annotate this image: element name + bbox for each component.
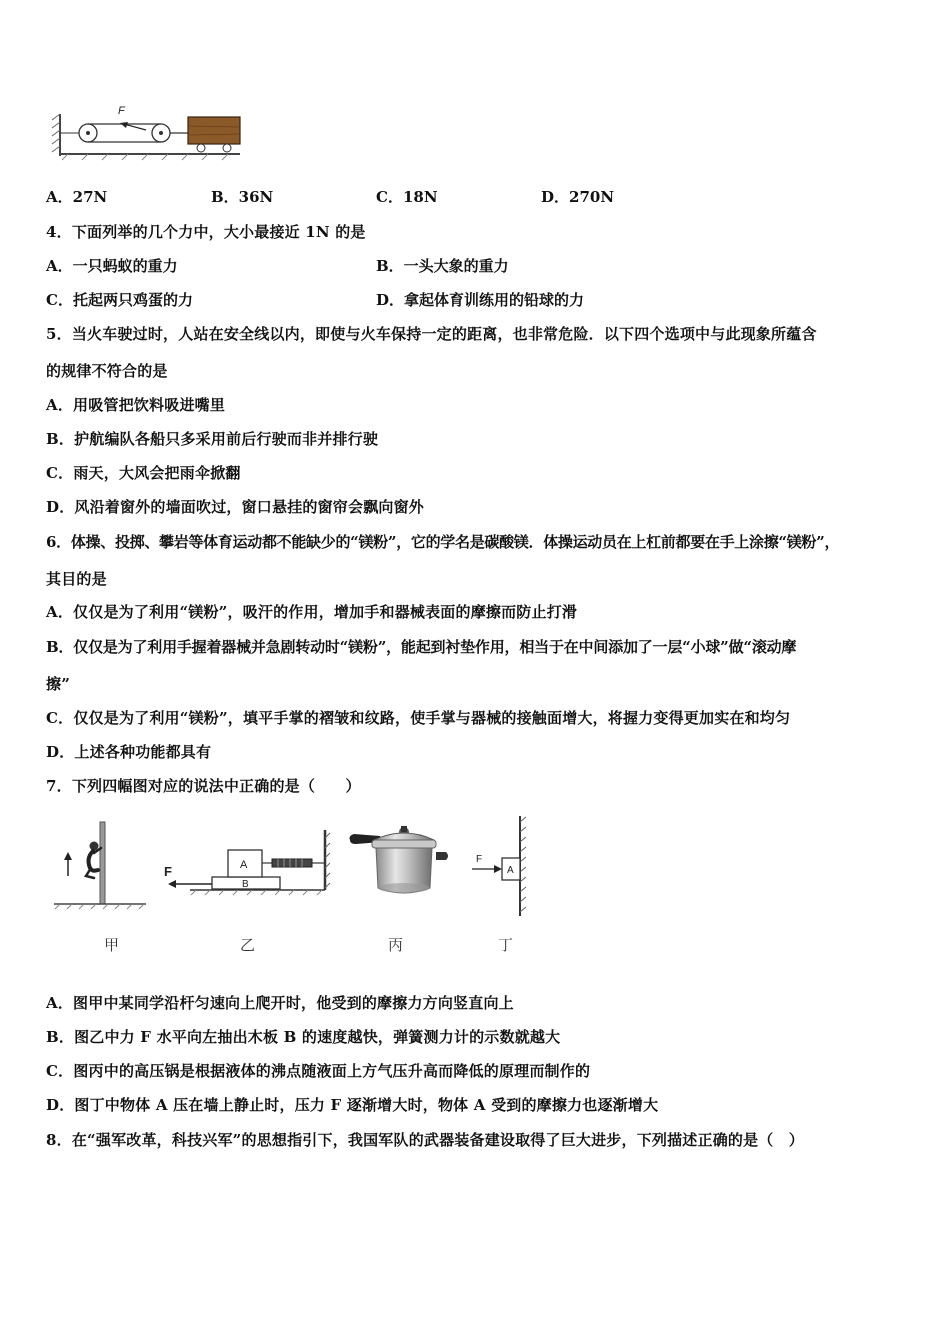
fig-yi-blocks	[160, 826, 332, 898]
q7-option-a: A．图甲中某同学沿杆匀速向上爬开时，他受到的摩擦力方向竖直向上	[46, 994, 514, 1012]
q5-option-a: A．用吸管把饮料吸进嘴里	[46, 396, 226, 414]
q7-stem: 7．下列四幅图对应的说法中正确的是（ ）	[46, 777, 361, 795]
q7-option-d: D．图丁中物体 A 压在墙上静止时，压力 F 逐渐增大时，物体 A 受到的摩擦力也逐渐增大	[46, 1096, 659, 1114]
q8-stem: 8．在“强军改革，科技兴军”的思想指引下，我国军队的武器装备建设取得了巨大进步，下列描述正确的是（ ）	[46, 1131, 804, 1149]
q7-option-b: B．图乙中力 F 水平向左抽出木板 B 的速度越快，弹簧测力计的示数就越大	[46, 1028, 561, 1046]
q6-option-c: C．仅仅是为了利用“镁粉”，填平手掌的褶皱和纹路，使手掌与器械的接触面增大，将握力变得更加实在和均匀	[46, 709, 791, 727]
q3-option-d: D．270N	[541, 188, 615, 206]
q6-option-a: A．仅仅是为了利用“镁粉”，吸汗的作用，增加手和器械表面的摩擦而防止打滑	[46, 603, 578, 621]
q5-stem-line2: 的规律不符合的是	[46, 362, 168, 380]
q6-stem-line2: 其目的是	[46, 570, 107, 588]
q3-option-c: C．18N	[376, 188, 438, 206]
q5-stem-line1: 5．当火车驶过时，人站在安全线以内，即使与火车保持一定的距离，也非常危险．以下四个选项中与此现象所蕴含	[46, 325, 817, 343]
q6-option-d: D．上述各种功能都具有	[46, 743, 212, 761]
fig-bing-pressure-cooker	[346, 822, 451, 902]
q5-option-d: D．风沿着窗外的墙面吹过，窗口悬挂的窗帘会飘向窗外	[46, 498, 425, 516]
pulley-cart-figure	[48, 100, 248, 164]
board-b-label: B	[242, 879, 249, 890]
q4-option-a: A．一只蚂蚁的重力	[46, 257, 178, 275]
block-a-label: A	[240, 859, 248, 871]
q5-option-b: B．护航编队各船只多采用前后行驶而非并排行驶	[46, 430, 379, 448]
fig-label-ding: 丁	[498, 936, 514, 954]
fig-label-yi: 乙	[240, 936, 256, 954]
q4-option-d: D．拿起体育训练用的铅球的力	[376, 291, 585, 309]
q4-stem: 4．下面列举的几个力中，大小最接近 1N 的是	[46, 223, 366, 241]
q6-option-b-line2: 擦”	[46, 675, 71, 693]
fig-ding-block-label: A	[507, 865, 514, 876]
q3-option-a: A．27N	[46, 188, 108, 206]
fig-ding-wall-block	[466, 812, 536, 920]
q4-option-c: C．托起两只鸡蛋的力	[46, 291, 193, 309]
fig-label-bing: 丙	[388, 936, 404, 954]
fig-jia-climber	[50, 818, 150, 913]
fig-yi-force-label: F	[164, 864, 172, 879]
q7-option-c: C．图丙中的高压锅是根据液体的沸点随液面上方气压升高而降低的原理而制作的	[46, 1062, 591, 1080]
force-label: F	[118, 105, 125, 117]
fig-ding-force-label: F	[476, 854, 483, 865]
q6-option-b-line1: B．仅仅是为了利用手握着器械并急剧转动时“镁粉”，能起到衬垫作用，相当于在中间添加了一层“小球”做“滚动摩	[46, 638, 797, 656]
q3-option-b: B．36N	[211, 188, 274, 206]
q4-option-b: B．一头大象的重力	[376, 257, 509, 275]
q6-stem-line1: 6．体操、投掷、攀岩等体育运动都不能缺少的“镁粉”，它的学名是碳酸镁．体操运动员在上杠前都要在手上涂擦“镁粉”，	[46, 533, 840, 551]
q5-option-c: C．雨天，大风会把雨伞掀翻	[46, 464, 241, 482]
fig-label-jia: 甲	[104, 936, 120, 954]
